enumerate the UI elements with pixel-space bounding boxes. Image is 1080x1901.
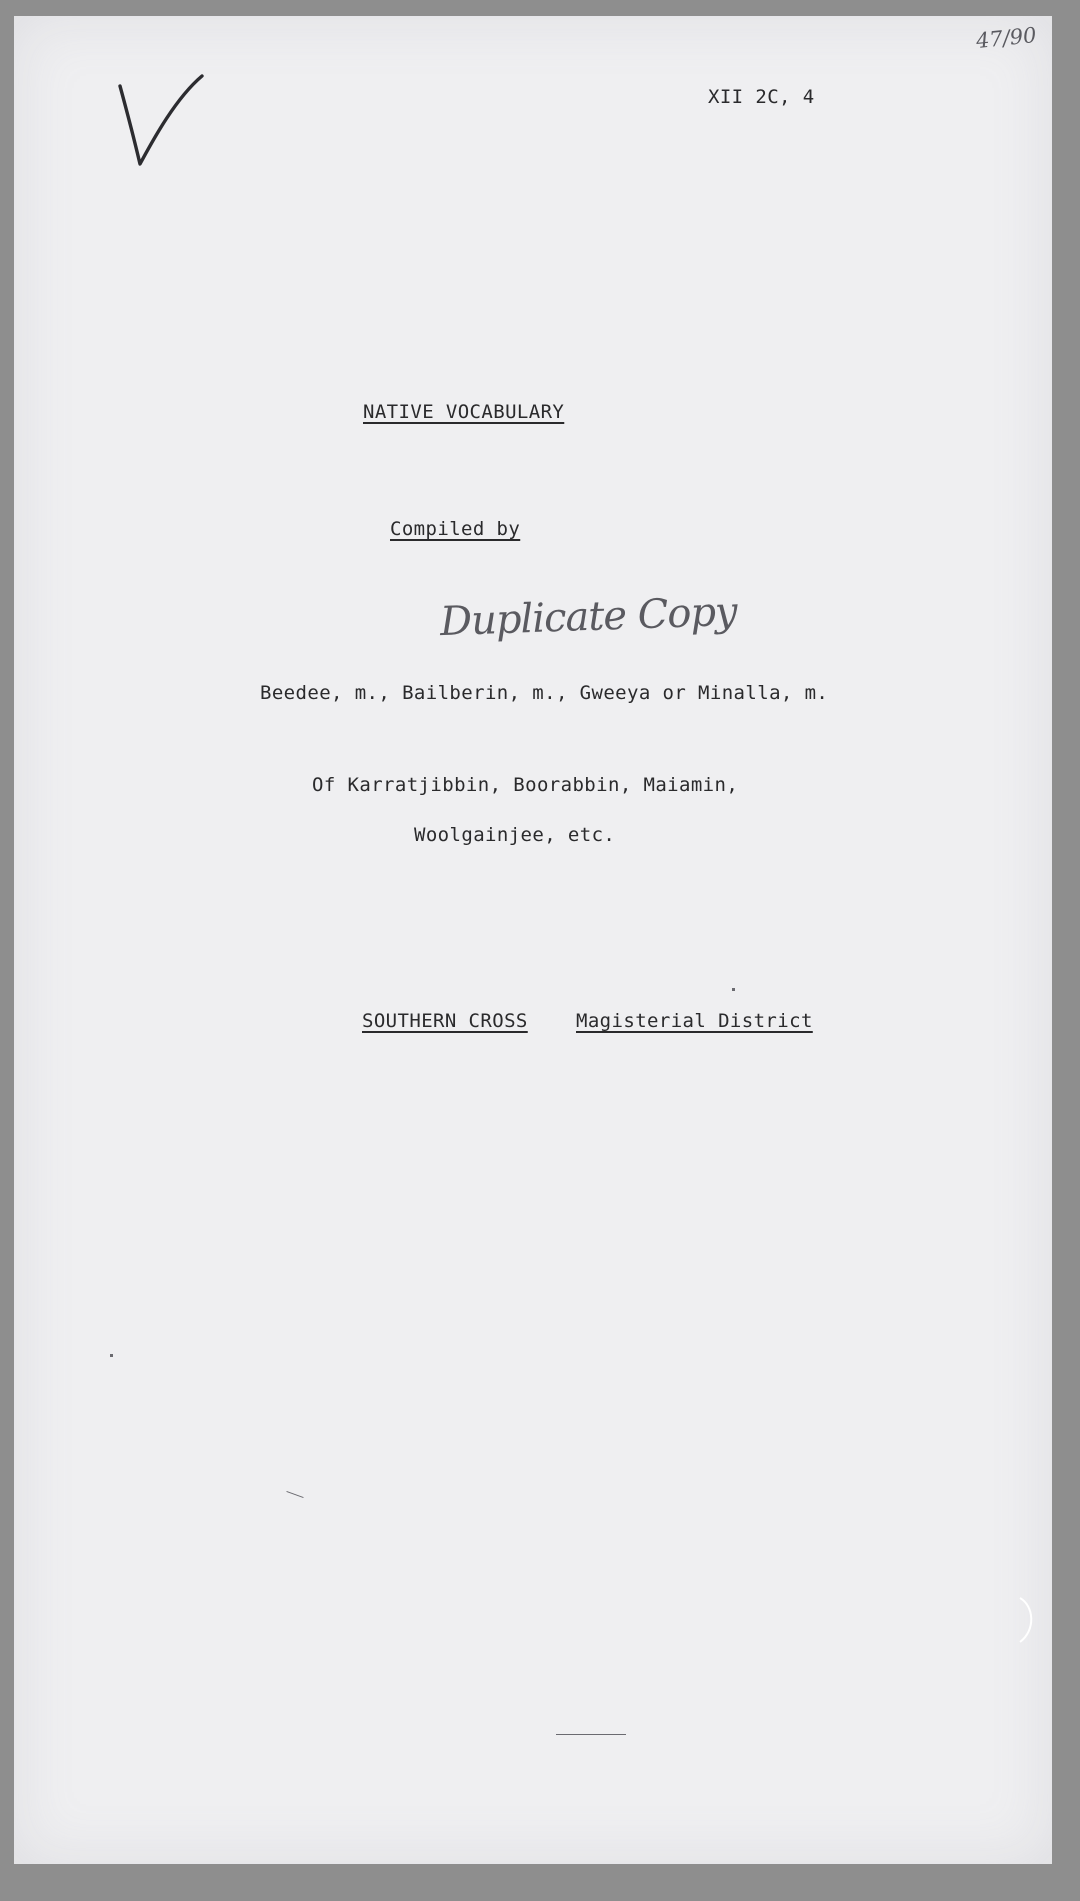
localities-line-1: Of Karratjibbin, Boorabbin, Maiamin, [312,774,739,796]
district-name: SOUTHERN CROSS [362,1010,528,1032]
stray-mark [286,1491,303,1498]
informants-line: Beedee, m., Bailberin, m., Gweeya or Minalla, m. [260,682,829,704]
document-sheet [14,16,1052,1864]
document-heading: NATIVE VOCABULARY [363,401,565,423]
reference-code: XII 2C, 4 [708,86,815,108]
compiled-by-label: Compiled by [390,518,521,540]
bracket-mark [1018,1596,1038,1644]
localities-line-2: Woolgainjee, etc. [414,824,616,846]
page-number: 47/90 [974,22,1038,54]
checkmark-icon [114,68,214,178]
stray-mark [556,1734,626,1735]
stray-mark [732,988,735,991]
stray-mark [110,1354,113,1357]
district-label: Magisterial District [576,1010,813,1032]
handwritten-note: Duplicate Copy [439,588,738,646]
